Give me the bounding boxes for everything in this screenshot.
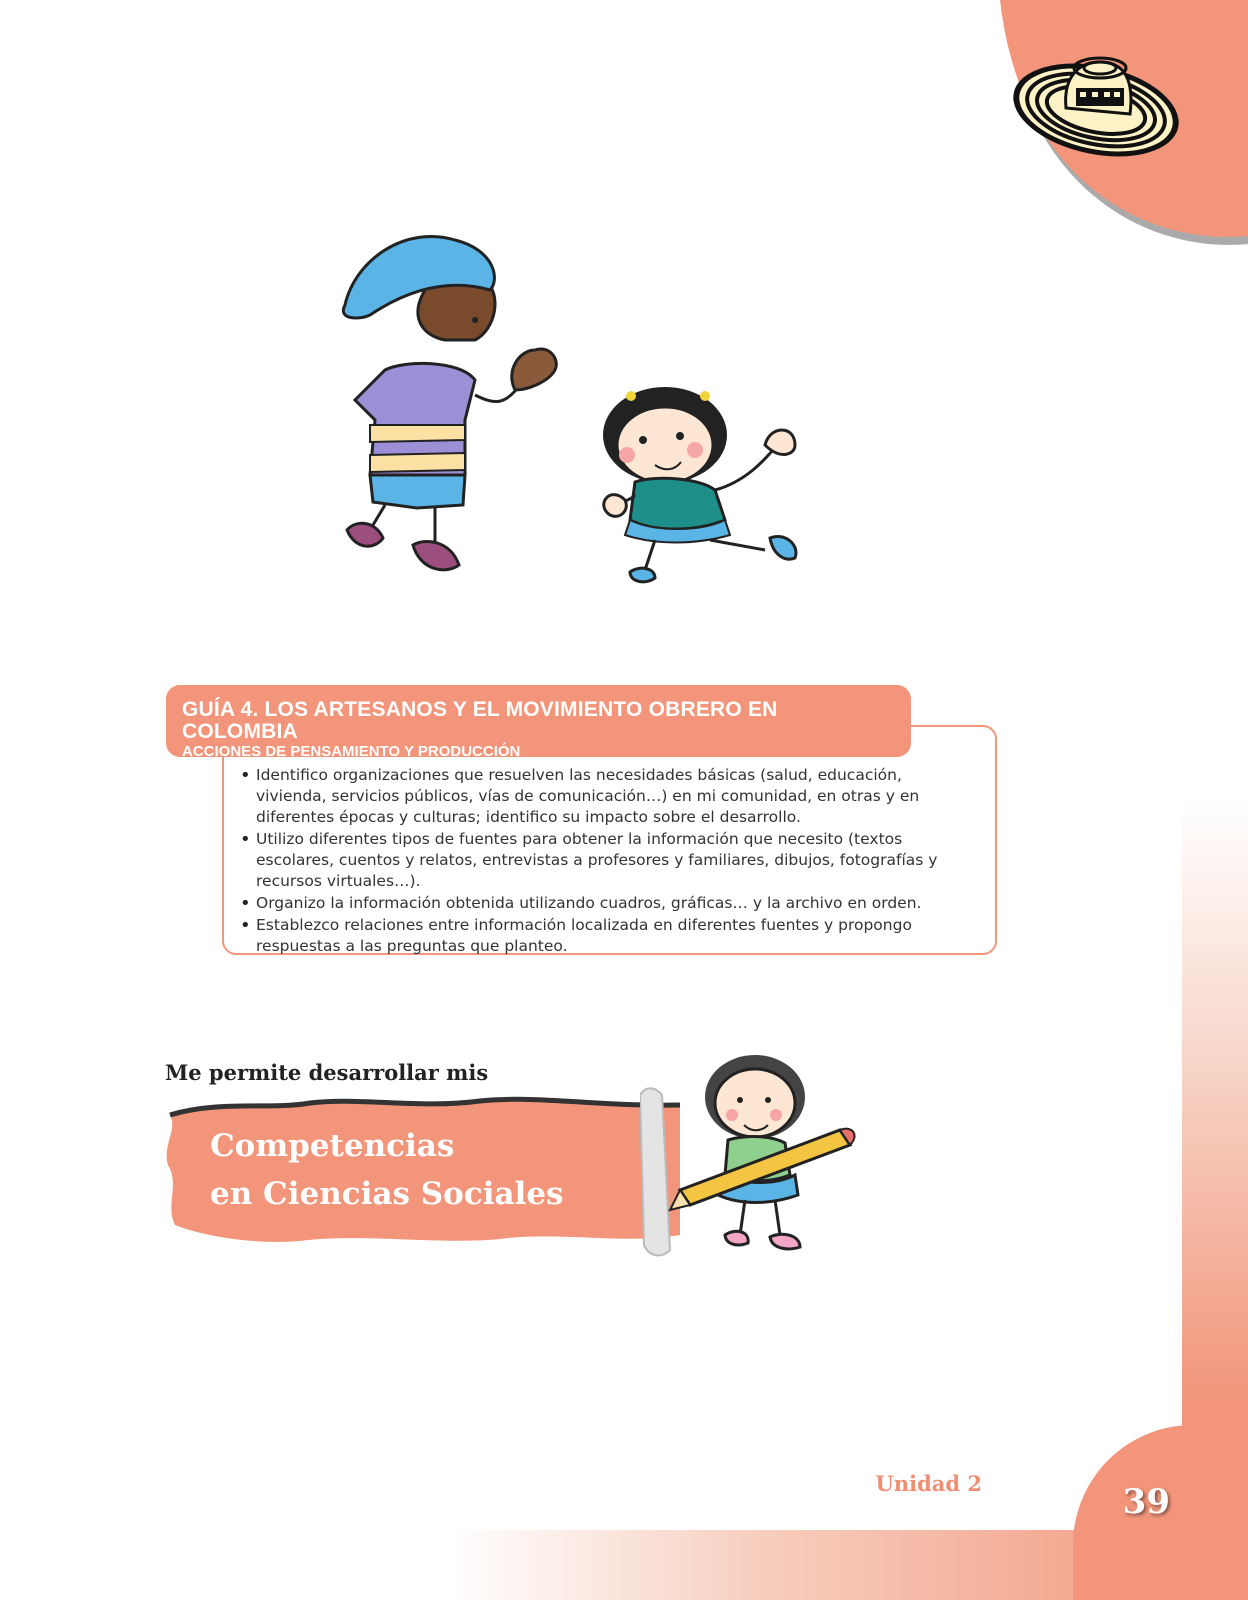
competencias-intro: Me permite desarrollar mis — [165, 1060, 489, 1085]
page-number: 39 — [1122, 1482, 1170, 1522]
girl-with-pencil-illustration — [640, 1045, 880, 1260]
list-item: • Identifico organizaciones que resuelven las necesidades básicas (salud, educación, vivienda, servicios públicos, vías de comunicación…) en mi comunidad, en otras y en diferentes épocas y culturas; identifico su impacto sobre el desarrollo. — [238, 765, 968, 828]
guide-title: GUÍA 4. LOS ARTESANOS Y EL MOVIMIENTO OBRERO EN COLOMBIA — [182, 698, 778, 743]
list-item: • Organizo la información obtenida utilizando cuadros, gráficas… y la archivo en orden. — [238, 893, 968, 914]
sombrero-vueltiao-icon — [1008, 48, 1188, 168]
guide-subtitle: ACCIONES DE PENSAMIENTO Y PRODUCCIÓN — [182, 743, 521, 760]
guide-header — [166, 685, 911, 760]
competencias-line-1: Competencias — [210, 1128, 455, 1164]
competencias-line-2: en Ciencias Sociales — [210, 1176, 564, 1212]
competencias-title — [210, 1122, 564, 1218]
list-item: • Utilizo diferentes tipos de fuentes para obtener la información que necesito (textos escolares, cuentos y relatos, entrevistas a profesores y familiares, dibujos, fotografías y recursos virtuales…). — [238, 829, 968, 892]
list-item: • Establezco relaciones entre información localizada en diferentes fuentes y propongo respuestas a las preguntas que planteo. — [238, 915, 968, 957]
unit-label: Unidad 2 — [875, 1471, 982, 1496]
guide-actions-list — [238, 765, 968, 958]
children-playing-illustration — [325, 220, 825, 610]
corner-decoration — [1000, 0, 1248, 248]
